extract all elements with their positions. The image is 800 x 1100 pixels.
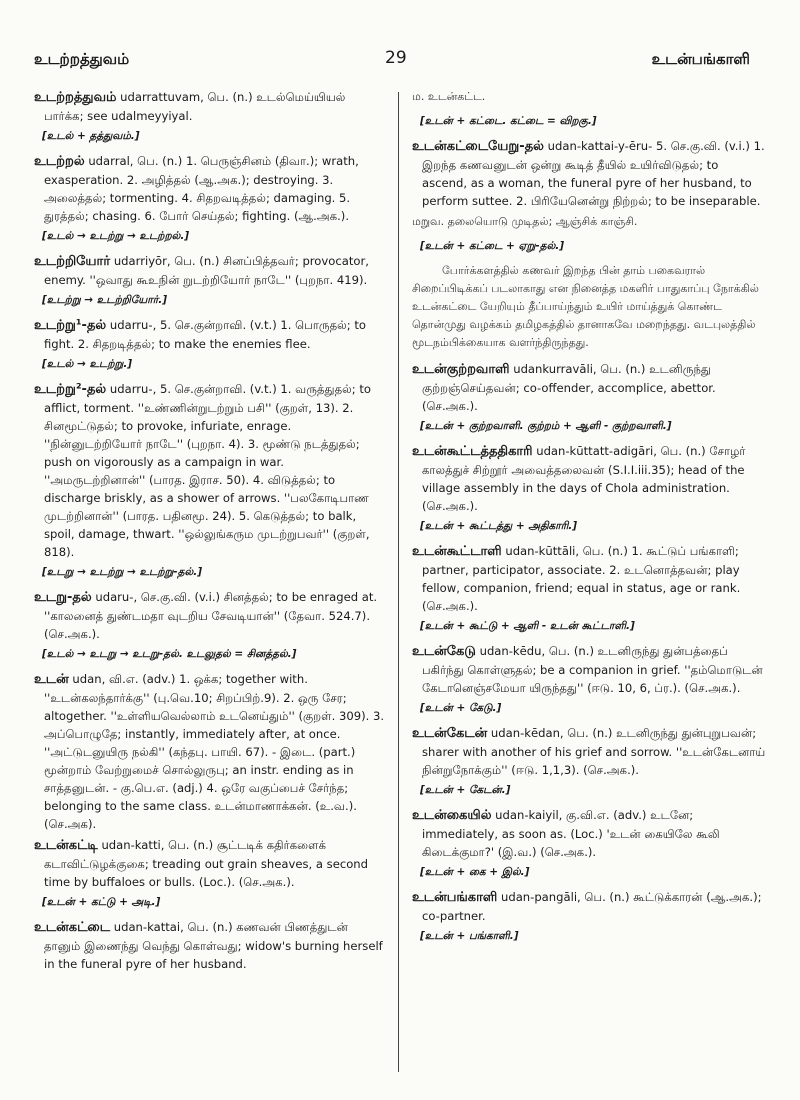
headword: உடன்கட்டையேறு-தல் (412, 139, 544, 154)
headword: உடன்கூட்டத்ததிகாரி (412, 444, 533, 459)
dictionary-entry (34, 670, 386, 833)
headword: உடன்பங்காளி (412, 890, 498, 905)
entry-definition: udan-kūttāli, பெ. (n.) 1. கூட்டுப் பங்காளி; partner, participator, associate. 2. உடனொத்தவன்; play fellow, companion, friend; equal in status, age or rank. (செ.அக.). (422, 544, 741, 613)
entry-definition: udarriyōr, பெ. (n.) சினப்பித்தவர்; provocator, enemy. ''ஒவாது கூஉநின் றுடற்றியோர் நாடே'' (புறநா. 419). (44, 254, 369, 287)
dictionary-entry (412, 542, 766, 615)
etymology: [உடன் + கட்டை + ஏறு-தல்.] (420, 240, 565, 252)
etymology: [உடன் + கூட்டத்து + அதிகாரி.] (420, 520, 578, 532)
etymology: [உடல் + தத்துவம்.] (42, 130, 140, 142)
explanatory-paragraph: போர்க்களத்தில் கணவர் இறந்த பின் தாம் பகைவரால் சிறைப்பிடிக்கப் படலாகாது என நினைத்த மகளிர் பாதுகாப்பு நோக்கில் உடன்கட்டை யேறியும் தீப்பாய்ந்தும் உயிர் மாய்த்துக் கொண்ட தொன்முது வழக்கம் தமிழகத்தில் தானாகவே மறைந்தது. வடபுலத்தில் மூடநம்பிக்கையாக வளர்ந்திருந்தது. (412, 264, 759, 349)
dictionary-entry (34, 918, 386, 973)
etymology: [உடன் + குற்றவாளி. குற்றம் + ஆளி - குற்றவாளி.] (420, 420, 672, 432)
dictionary-entry (412, 724, 766, 779)
dictionary-entry (412, 642, 766, 697)
dictionary-entry (34, 836, 386, 891)
entry-definition: udarrattuvam, பெ. (n.) உடல்மெய்யியல் பார்க்க; see udalmeyyiyal. (44, 90, 346, 123)
cognate-note: ம. உடன்கட்ட. (412, 90, 486, 103)
headword: உடன்கேடு (412, 644, 476, 659)
entry-definition: udan-kattai, பெ. (n.) கணவன் பிணத்துடன் தானும் இணைந்து வெந்து கொள்வது; widow's burning herself in the funeral pyre of her husband. (44, 920, 383, 971)
dictionary-entry (412, 137, 766, 210)
headword: உடறு-தல் (34, 590, 92, 605)
column-divider (398, 92, 399, 1072)
entry-definition: udarru-, 5. செ.குன்றாவி. (v.t.) 1. வருத்துதல்; to afflict, torment. ''உண்ணின்றுடற்றும் பசி'' (குறள், 13). 2. சினமூட்டுதல்; to provoke, infuriate, enrage. ''நின்னுடற்றியோர் நாடே'' (புறநா. 4). 3. மூண்டு நடத்துதல்; push on vigorously as a campaign in war. ''அமருடற்றினான்'' (பாரத. இராச. 50). 4. விடுத்தல்; to discharge briskly, as a shower of arrows. ''பலகோடிபாண முடற்றினான்'' (பாரத. பதினமூ. 24). 5. கெடுத்தல்; to balk, spoil, damage, thwart. ''ஒல்லுங்கரும முடற்றுபவர்'' (குறள், 818). (44, 382, 372, 559)
etymology: [உடன் + கை + இல்.] (420, 866, 530, 878)
headword: உடன்கையில் (412, 808, 492, 823)
dictionary-entry (34, 588, 386, 643)
etymology: [உடல் → உடறு → உடறு-தல். உடலுதல் = சினத்தல்.] (42, 648, 297, 660)
etymology: [உடன் + கூட்டு + ஆளி - உடன் கூட்டாளி.] (420, 620, 635, 632)
headword: உடன்கட்டி (34, 838, 98, 853)
entry-definition: udarral, பெ. (n.) 1. பெருஞ்சினம் (திவா.); wrath, exasperation. 2. அழித்தல் (ஆ.அக.); destroying. 3. அலைத்தல்; tormenting. 4. சிதறவடித்தல்; damaging. 5. துரத்தல்; chasing. 6. போர் செய்தல்; fighting. (ஆ.அக.). (44, 154, 359, 223)
header-right-guideword: உடன்பங்காளி (651, 50, 750, 68)
entry-definition: udan-katti, பெ. (n.) சூட்டடிக் கதிர்களைக் கடாவிட்டுழக்குகை; treading out grain sheaves, a second time by buffaloes or bulls. (Loc.). (செ.அக.). (44, 838, 369, 889)
etymology: [உடன் + பங்காளி.] (420, 930, 519, 942)
etymology: [உடறு → உடற்று → உடற்று-தல்.] (42, 566, 202, 578)
entry-definition: udan-kūttatt-adigāri, பெ. (n.) சோழர் காலத்துச் சிற்றூர் அவைத்தலைவன் (S.I.I.iii.35); head of the village assembly in the days of Chola administration. (செ.அக.). (422, 444, 746, 513)
entry-definition: udan-pangāli, பெ. (n.) கூட்டுக்காரன் (ஆ.அக.); co-partner. (422, 890, 762, 923)
dictionary-entry (412, 806, 766, 861)
etymology: [உடன் + கட்டை. கட்டை = விறகு.] (420, 115, 597, 127)
entry-definition: udaru-, செ.கு.வி. (v.i.) சினத்தல்; to be enraged at. ''காலனைத் துண்டமதா வுடறிய சேவடியான்'' (தேவா. 524.7). (செ.அக.). (44, 590, 378, 641)
headword: உடற்று²-தல் (34, 382, 107, 397)
etymology: [உடற்று → உடற்றியோர்.] (42, 294, 167, 306)
page-header (0, 0, 800, 86)
page-number: 29 (385, 48, 407, 68)
dictionary-entry (34, 88, 386, 125)
entry-definition: udan-kēdu, பெ. (n.) உடனிருந்து துன்பத்தைப் பகிர்ந்து கொள்ளுதல்; be a companion in grief. ''தம்மொடுடன் கேடானெஞ்சமேயா யிருந்தது'' (ஈடு. 10, 6, ப்ர.). (செ.அக.). (422, 644, 763, 695)
entry-definition: udan, வி.எ. (adv.) 1. ஒக்க; together with. ''உடன்கலந்தார்க்கு'' (பு.வெ.10; சிறப்பிற்.9). 2. ஒரு சேர; altogether. ''உள்ளியவெல்லாம் உடனெய்தும்'' (குறள். 309). 3. அப்பொழுதே; instantly, immediately after, at once. ''அட்டுடனுயிரு நல்கி'' (கந்தபு. பாயி. 67). - இடை. (part.) மூன்றாம் வேற்றுமைச் சொல்லுருபு; an instr. ending as in சாத்தனுடன். - கு.பெ.எ. (adj.) 4. ஒரே வகுப்பைச் சேர்ந்த; belonging to the same class. உடன்மாணாக்கன். (உ.வ.). (செ.அக). (44, 672, 385, 831)
entry-definition: udan-kattai-y-ēru- 5. செ.கு.வி. (v.i.) 1. இறந்த கணவனுடன் ஒன்று கூடித் தீயில் உயிர்விடுதல்; to ascend, as a woman, the funeral pyre of her husband, to perform suttee. 2. பிரியேனென்று நிற்றல்; to be inseparable. (422, 139, 765, 208)
headword: உடன்குற்றவாளி (412, 362, 510, 377)
etymology: [உடன் + கட்டு + அடி.] (42, 896, 161, 908)
headword: உடற்றல் (34, 154, 85, 169)
dictionary-entry (412, 888, 766, 925)
right-column (412, 88, 766, 952)
etymology: [உடல் → உடற்று → உடற்றல்.] (42, 230, 190, 242)
headword: உடன்கேடன் (412, 726, 488, 741)
entry-definition: udarru-, 5. செ.குன்றாவி. (v.t.) 1. பொருதல்; to fight. 2. சிதறடித்தல்; to make the enemies flee. (44, 318, 367, 351)
headword: உடன்கூட்டாளி (412, 544, 502, 559)
header-left-guideword: உடற்றத்துவம் (34, 50, 130, 68)
headword: உடன் (34, 672, 69, 687)
cognate-note: மறுவ. தலையொடு முடிதல்; ஆஞ்சிக் காஞ்சி. (412, 215, 638, 228)
etymology: [உடல் → உடற்று.] (42, 358, 133, 370)
headword: உடற்றத்துவம் (34, 90, 117, 105)
dictionary-entry (34, 252, 386, 289)
entry-definition: udankurravāli, பெ. (n.) உடனிருந்து குற்றஞ்செய்தவன்; co-offender, accomplice, abettor. (செ.அக.). (422, 362, 716, 413)
entry-definition: udan-kaiyil, கு.வி.எ. (adv.) உடனே; immediately, as soon as. (Loc.) 'உடன் கையிலே கூலி கிடைக்குமா?' (இ.வ.) (செ.அக.). (422, 808, 720, 859)
dictionary-entry (412, 360, 766, 415)
dictionary-entry (412, 442, 766, 515)
entry-definition: udan-kēdan, பெ. (n.) உடனிருந்து துன்புறுபவன்; sharer with another of his grief and sorrow. ''உடன்கேடனாய் நின்றுநோக்கும்'' (ஈடு. 1,1,3). (செ.அக.). (422, 726, 766, 777)
headword: உடன்கட்டை (34, 920, 111, 935)
headword: உடற்றியோர் (34, 254, 111, 269)
dictionary-entry (34, 380, 386, 561)
dictionary-entry (34, 316, 386, 353)
etymology: [உடன் + கேடன்.] (420, 784, 511, 796)
left-column (34, 88, 386, 976)
dictionary-entry (34, 152, 386, 225)
etymology: [உடன் + கேடு.] (420, 702, 502, 714)
headword: உடற்று¹-தல் (34, 318, 107, 333)
